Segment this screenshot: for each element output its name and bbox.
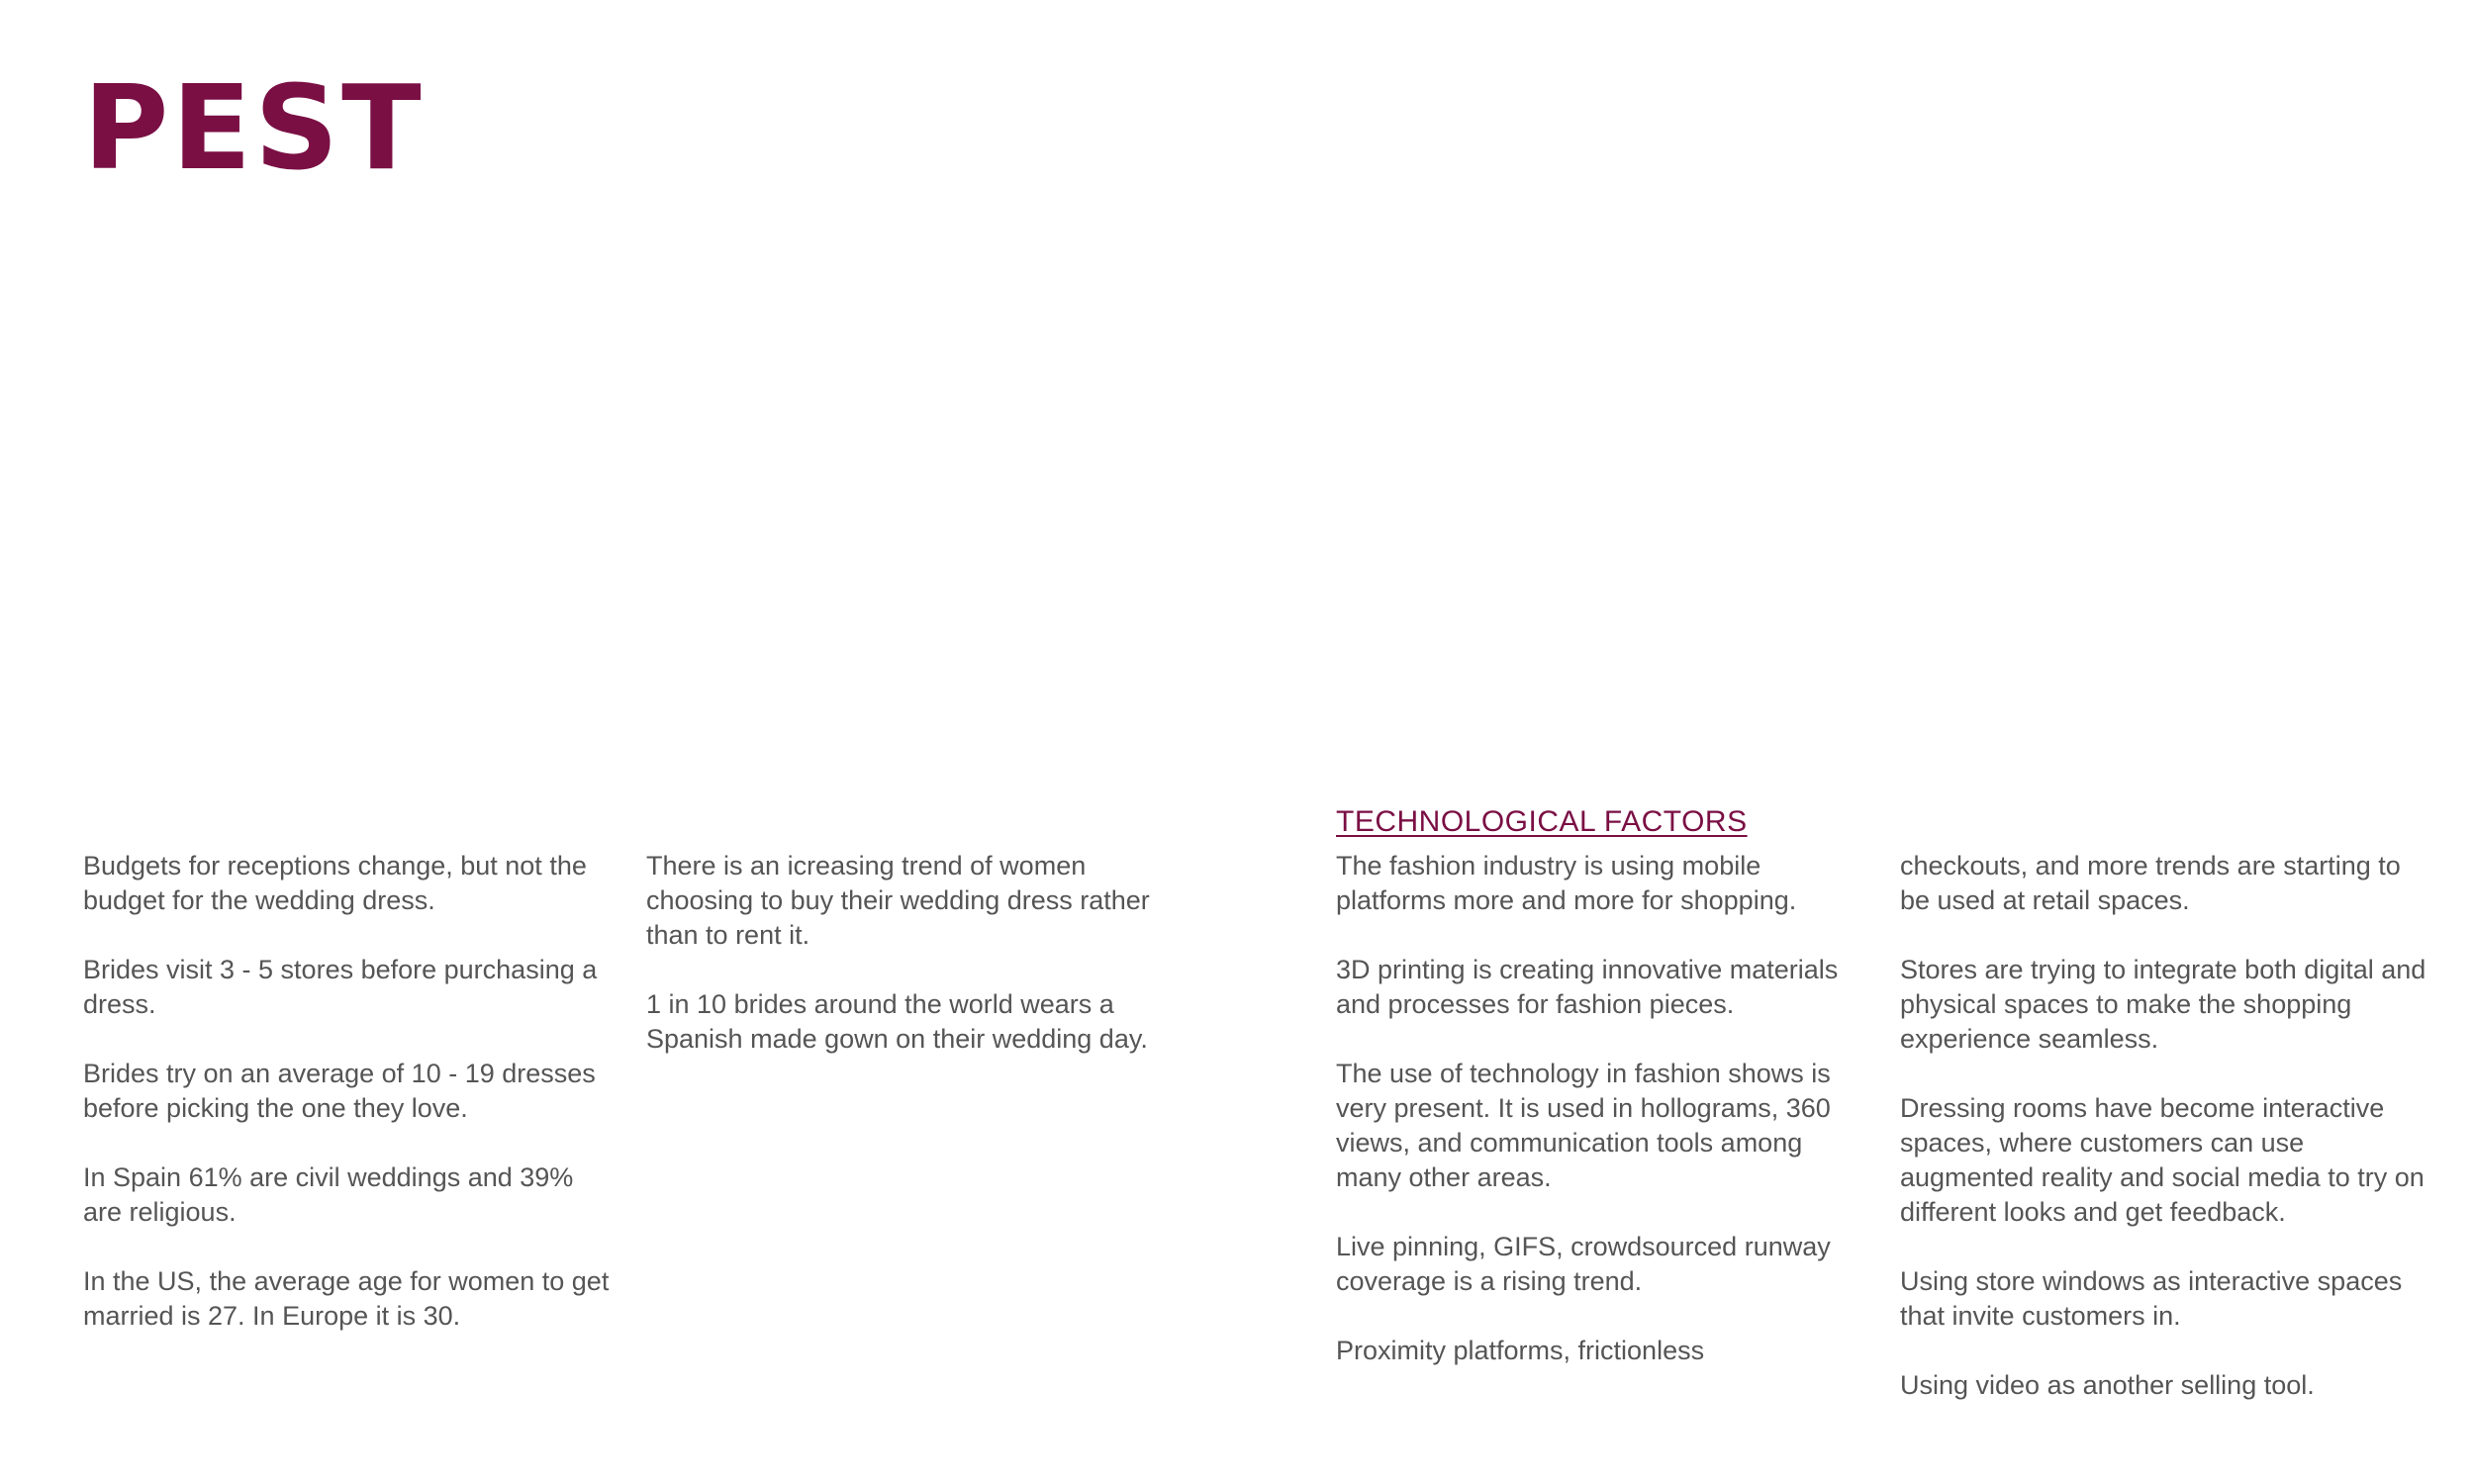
paragraph: Stores are trying to integrate both digital and physical spaces to make the shopping experience seamless. [1900, 955, 2426, 1054]
paragraph: Live pinning, GIFS, crowdsourced runway coverage is a rising trend. [1336, 1232, 1831, 1296]
paragraph: Brides visit 3 - 5 stores before purchasing a dress. [83, 955, 598, 1019]
paragraph: The fashion industry is using mobile platforms more and more for shopping. [1336, 851, 1797, 915]
paragraph: Budgets for receptions change, but not the budget for the wedding dress. [83, 851, 587, 915]
paragraph: 1 in 10 brides around the world wears a Spanish made gown on their wedding day. [646, 989, 1148, 1054]
paragraph: Brides try on an average of 10 - 19 dresses before picking the one they love. [83, 1059, 596, 1123]
text-column-4 [1900, 849, 2434, 1403]
paragraph: checkouts, and more trends are starting to be used at retail spaces. [1900, 851, 2401, 915]
technological-factors-heading: TECHNOLOGICAL FACTORS [1336, 805, 1748, 838]
paragraph: Using store windows as interactive spaces that invite customers in. [1900, 1266, 2403, 1331]
paragraph: 3D printing is creating innovative materials and processes for fashion pieces. [1336, 955, 1839, 1019]
paragraph: There is an icreasing trend of women choosing to buy their wedding dress rather than to rent it. [646, 851, 1150, 950]
paragraph: Proximity platforms, frictionless [1336, 1336, 1705, 1365]
text-column-1 [83, 849, 618, 1334]
text-column-3 [1336, 849, 1870, 1368]
paragraph: In the US, the average age for women to get married is 27. In Europe it is 30. [83, 1266, 610, 1331]
paragraph: In Spain 61% are civil weddings and 39% are religious. [83, 1162, 574, 1227]
page-title: PEST [83, 59, 425, 196]
text-column-2 [646, 849, 1161, 1057]
paragraph: Using video as another selling tool. [1900, 1370, 2315, 1400]
paragraph: Dressing rooms have become interactive spaces, where customers can use augmented reality and social media to try on different looks and get feedback. [1900, 1093, 2425, 1227]
paragraph: The use of technology in fashion shows is very present. It is used in hollograms, 360 views, and communication tools among many other areas. [1336, 1059, 1831, 1192]
